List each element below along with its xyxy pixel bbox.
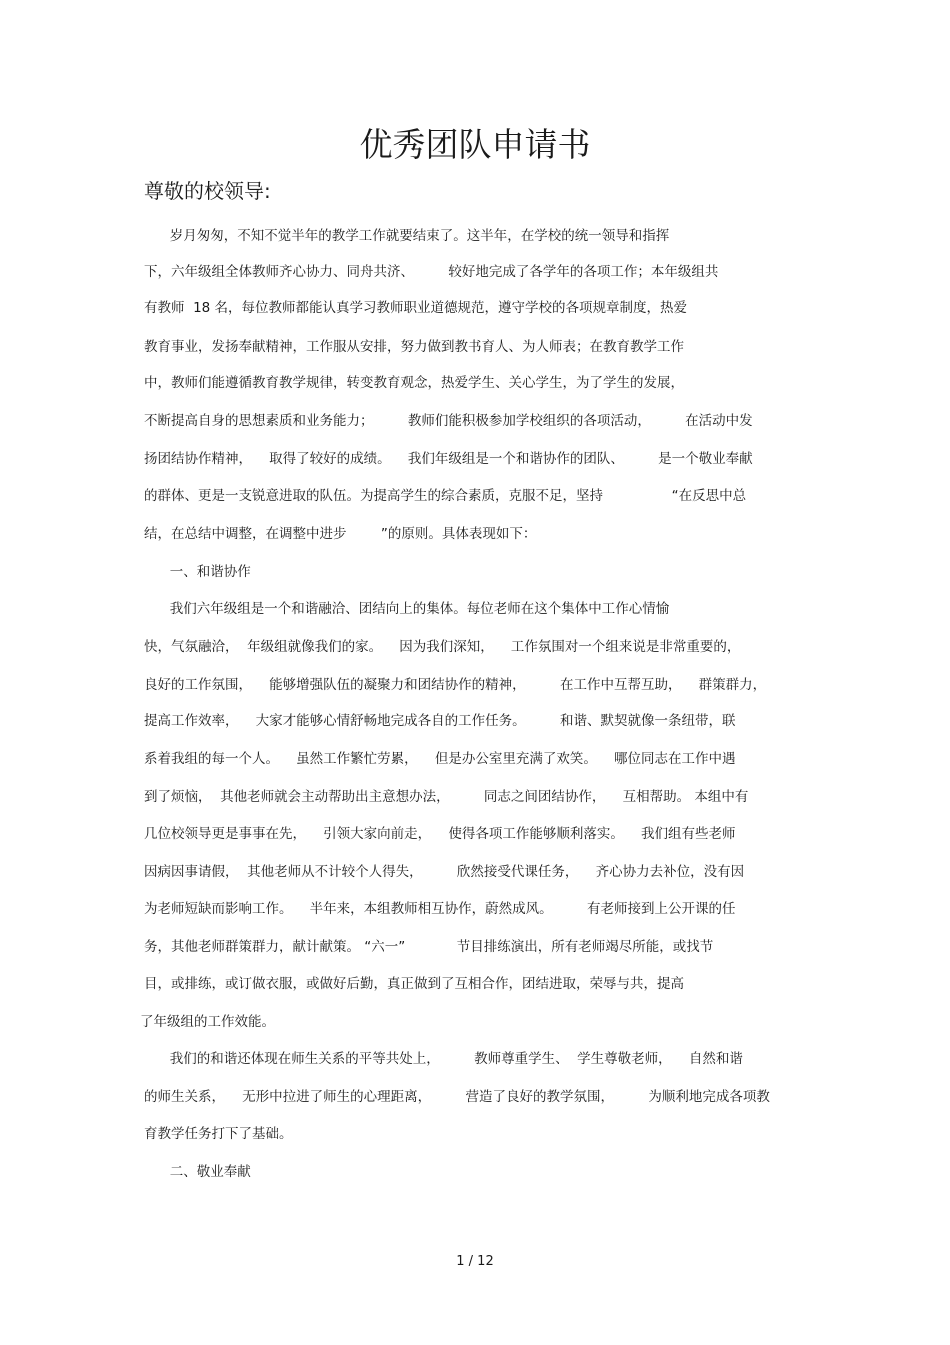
body-line: 我们六年级组是一个和谐融洽、团结向上的集体。每位老师在这个集体中工作心情愉	[144, 601, 670, 617]
body-line: 到了烦恼， 其他老师就会主动帮助出主意想办法， 同志之间团结协作， 互相帮助。 本组中有	[144, 789, 749, 805]
body-line: 良好的工作氛围， 能够增强队伍的凝聚力和团结协作的精神， 在工作中互帮互助， 群策群力，	[144, 677, 767, 693]
body-line: 我们的和谐还体现在师生关系的平等共处上， 教师尊重学生、 学生尊敬老师， 自然和谐	[144, 1051, 743, 1067]
body-line: 教育事业，发扬奉献精神，工作服从安排，努力做到教书育人、为人师表；在教育教学工作	[144, 339, 684, 355]
body-line: 为老师短缺而影响工作。 半年来，本组教师相互协作，蔚然成风。 有老师接到上公开课的任	[144, 901, 736, 917]
body-line: 务，其他老师群策群力，献计献策。 “六一” 节目排练演出，所有老师竭尽所能，或找节	[144, 939, 714, 955]
body-line: 一、和谐协作	[144, 564, 251, 580]
body-line: 的群体、更是一支锐意进取的队伍。为提高学生的综合素质，克服不足，坚持 “在反思中总	[144, 488, 747, 504]
body-line: 系着我组的每一个人。 虽然工作繁忙劳累， 但是办公室里充满了欢笑。 哪位同志在工作中遇	[144, 751, 736, 767]
body-line: 有教师 18 名，每位教师都能认真学习教师职业道德规范，遵守学校的各项规章制度，热爱	[144, 300, 688, 316]
body-line: 快，气氛融洽， 年级组就像我们的家。 因为我们深知， 工作氛围对一个组来说是非常重要的，	[144, 639, 741, 655]
body-line: 结，在总结中调整，在调整中进步 ”的原则。具体表现如下：	[144, 526, 537, 542]
body-line: 中，教师们能遵循教育教学规律，转变教育观念，热爱学生、关心学生，为了学生的发展，	[144, 375, 684, 391]
page-number: 1 / 12	[456, 1254, 494, 1269]
document-title: 优秀团队申请书	[359, 125, 591, 164]
salutation: 尊敬的校领导:	[144, 179, 271, 203]
body-line: 因病因事请假， 其他老师从不计较个人得失， 欣然接受代课任务， 齐心协力去补位，没有因	[144, 864, 745, 880]
body-line: 下，六年级组全体教师齐心协力、同舟共济、 较好地完成了各学年的各项工作；本年级组共	[144, 264, 719, 280]
body-line: 了年级组的工作效能。	[140, 1014, 275, 1030]
body-line: 提高工作效率， 大家才能够心情舒畅地完成各自的工作任务。 和谐、默契就像一条纽带，联	[144, 713, 736, 729]
body-line: 岁月匆匆，不知不觉半年的教学工作就要结束了。这半年，在学校的统一领导和指挥	[144, 228, 670, 244]
body-line: 二、敬业奉献	[144, 1164, 251, 1180]
body-line: 扬团结协作精神， 取得了较好的成绩。 我们年级组是一个和谐协作的团队、 是一个敬业奉献	[144, 451, 753, 467]
body-line: 几位校领导更是事事在先， 引领大家向前走， 使得各项工作能够顺利落实。 我们组有些老师	[144, 826, 736, 842]
body-line: 的师生关系， 无形中拉进了师生的心理距离， 营造了良好的教学氛围， 为顺利地完成各项教	[144, 1089, 770, 1105]
body-line: 育教学任务打下了基础。	[144, 1126, 293, 1142]
body-line: 不断提高自身的思想素质和业务能力； 教师们能积极参加学校组织的各项活动， 在活动中发	[144, 413, 753, 429]
body-line: 目，或排练，或订做衣服，或做好后勤，真正做到了互相合作，团结进取，荣辱与共，提高	[144, 976, 684, 992]
